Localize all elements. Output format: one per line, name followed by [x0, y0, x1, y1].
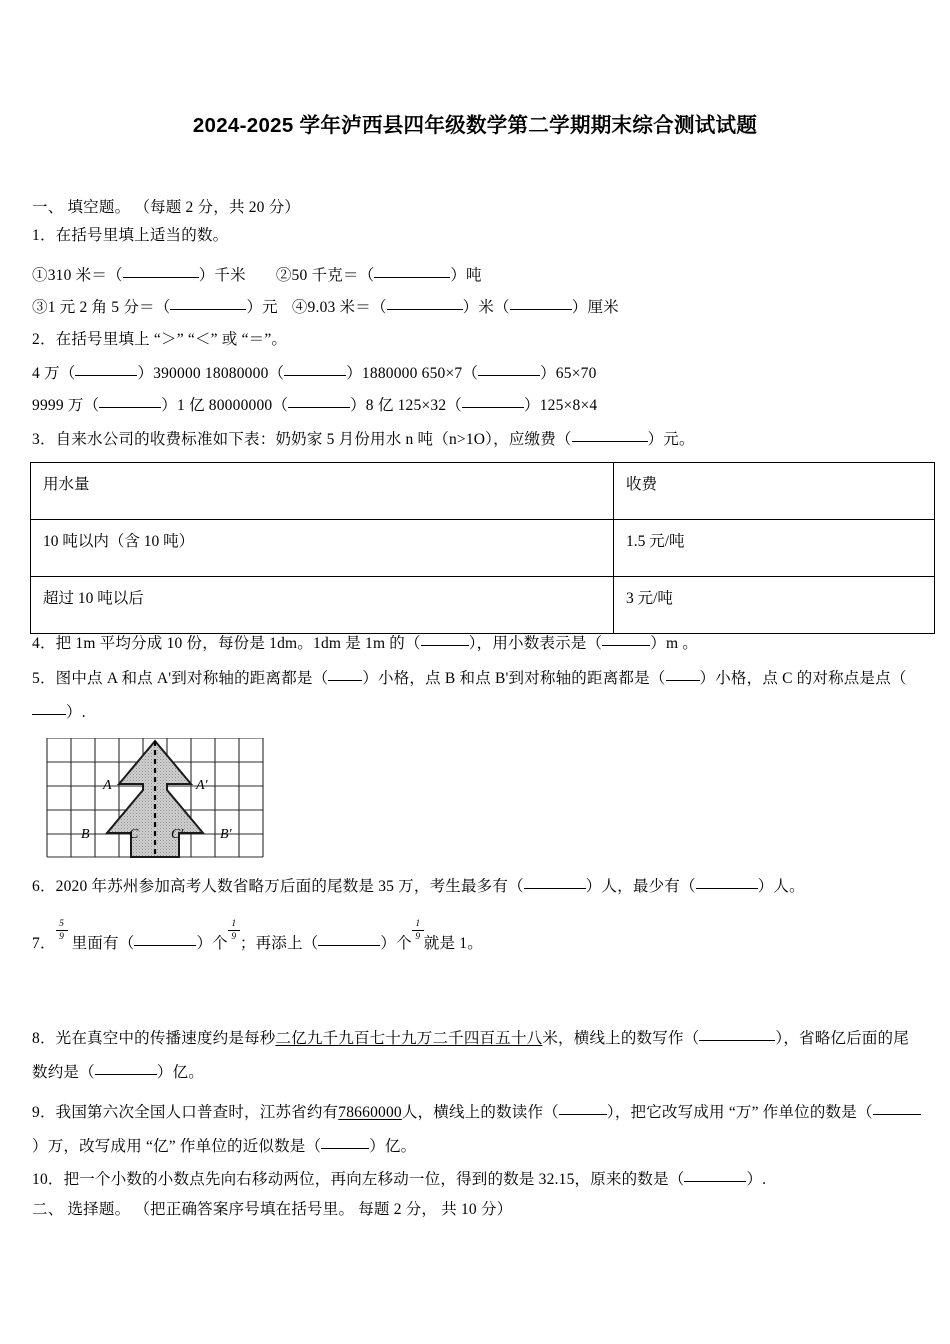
- label-A-prime: A': [196, 778, 208, 793]
- blank-field[interactable]: [387, 296, 463, 310]
- question-2-line-2: [32, 394, 597, 416]
- q2-r2-p3: ）8 亿 125×32（: [350, 397, 462, 414]
- q1-item-2-text: ②50 千克＝（: [275, 267, 375, 284]
- q10-p1: 10．把一个小数的小数点先向右移动两位，再向左移动一位，得到的数是 32.15，原来的数是（: [32, 1171, 685, 1188]
- q7-p2: ）个: [196, 935, 228, 952]
- q9-p3: ），把它改写成用 “万” 作单位的数是（: [606, 1104, 873, 1121]
- q9-p2: 人，横线上的数读作（: [401, 1104, 559, 1121]
- q2-r1-p2: ）390000 18080000（: [137, 365, 285, 382]
- q1-item-1-unit: ）千米: [198, 267, 246, 284]
- blank-field[interactable]: [684, 1168, 746, 1182]
- blank-field[interactable]: [524, 875, 586, 889]
- page-title: 2024-2025 学年泸西县四年级数学第二学期期末综合测试试题: [192, 114, 758, 137]
- q5-p1: 5．图中点 A 和点 A'到对称轴的距离都是（: [32, 670, 329, 687]
- blank-field[interactable]: [99, 394, 161, 408]
- q8-p1: 8．光在真空中的传播速度约是每秒: [32, 1030, 276, 1047]
- q7-number: 7．: [32, 935, 56, 952]
- fraction-denominator: 9: [231, 932, 237, 942]
- blank-field[interactable]: [134, 932, 196, 946]
- blank-field[interactable]: [699, 1027, 775, 1041]
- blank-field[interactable]: [321, 1135, 369, 1149]
- q1-item-4-mid: ）米（: [462, 299, 510, 316]
- q9-p4: ）万，改写成用 “亿” 作单位的近似数是（: [32, 1138, 322, 1155]
- blank-field[interactable]: [170, 296, 246, 310]
- q4-p1: 4．把 1m 平均分成 10 份，每份是 1dm。1dm 是 1m 的（: [32, 635, 421, 652]
- table-cell-usage: 超过 10 吨以后: [31, 577, 614, 634]
- q8-p3: ），省略亿后面的尾数约是（: [32, 1030, 909, 1081]
- section-two-heading: 二、 选择题。 （把正确答案序号填在括号里。 每题 2 分， 共 10 分）: [32, 1201, 513, 1218]
- q6-p1: 6．2020 年苏州参加高考人数省略万后面的尾数是 35 万，考生最多有（: [32, 878, 524, 895]
- q2-r1-p1: 4 万（: [32, 365, 76, 382]
- table-cell-fee: 3 元/吨: [614, 577, 935, 634]
- table-cell-fee: 1.5 元/吨: [614, 520, 935, 577]
- q9-underlined-number: 78660000: [338, 1104, 402, 1121]
- fraction-numerator: 1: [412, 919, 424, 931]
- blank-field[interactable]: [873, 1101, 921, 1115]
- blank-field[interactable]: [602, 632, 650, 646]
- q8-p4: ）亿。: [156, 1064, 204, 1081]
- q4-p3: ）m 。: [650, 635, 698, 652]
- blank-field[interactable]: [123, 264, 199, 278]
- blank-field[interactable]: [478, 362, 540, 376]
- table-cell-usage: 10 吨以内（含 10 吨）: [31, 520, 614, 577]
- table-row: [31, 577, 935, 634]
- question-3-stem: [32, 428, 695, 450]
- label-B-prime: B': [220, 827, 232, 842]
- blank-field[interactable]: [288, 394, 350, 408]
- q7-p5: 就是 1。: [423, 935, 483, 952]
- q6-p2: ）人，最少有（: [585, 878, 696, 895]
- blank-field[interactable]: [32, 701, 66, 715]
- q2-r2-p2: ）1 亿 80000000（: [161, 397, 289, 414]
- blank-field[interactable]: [572, 428, 648, 442]
- question-1-stem: 1．在括号里填上适当的数。: [32, 227, 229, 244]
- q8-underlined-number: 二亿九千九百七十九万二千四百五十八: [275, 1030, 543, 1047]
- blank-field[interactable]: [374, 264, 450, 278]
- question-8: [32, 1022, 922, 1090]
- q1-item-2-unit: ）吨: [450, 267, 482, 284]
- blank-field[interactable]: [284, 362, 346, 376]
- fraction-denominator: 9: [415, 932, 421, 942]
- q2-r1-p4: ）65×70: [540, 365, 597, 382]
- q8-p2: 米，横线上的数写作（: [542, 1030, 700, 1047]
- section-one-heading: 一、 填空题。 （每题 2 分，共 20 分）: [32, 199, 301, 216]
- question-4: [32, 632, 698, 654]
- q7-p3: ；再添上（: [239, 935, 319, 952]
- q9-p1: 9．我国第六次全国人口普查时，江苏省约有: [32, 1104, 339, 1121]
- blank-field[interactable]: [328, 667, 362, 681]
- q3-stem-tail: ）元。: [647, 431, 695, 448]
- question-9: [32, 1096, 922, 1164]
- blank-field[interactable]: [559, 1101, 607, 1115]
- question-2-stem: 2．在括号里填上 “＞” “＜” 或 “＝”。: [32, 331, 288, 348]
- label-B: B: [81, 827, 90, 842]
- symmetry-figure: [46, 738, 264, 858]
- q1-item-1-text: ①310 米＝（: [32, 267, 123, 284]
- q7-p1: 里面有（: [71, 935, 135, 952]
- q9-p5: ）亿。: [369, 1138, 417, 1155]
- water-fee-table: [30, 462, 935, 634]
- table-row: [31, 520, 935, 577]
- label-C: C: [129, 827, 139, 842]
- q3-stem-text: 3．自来水公司的收费标准如下表：奶奶家 5 月份用水 n 吨（n>1O），应缴费（: [32, 431, 572, 448]
- fraction-numerator: 1: [228, 919, 240, 931]
- q10-p2: ）.: [746, 1171, 767, 1188]
- question-1-line-1: [32, 264, 482, 286]
- table-header-row: [31, 463, 935, 520]
- blank-field[interactable]: [95, 1061, 157, 1075]
- q1-item-3-text: ③1 元 2 角 5 分＝（: [32, 299, 171, 316]
- q1-item-4-unit: ）厘米: [571, 299, 619, 316]
- blank-field[interactable]: [696, 875, 758, 889]
- q1-item-4-text: ④9.03 米＝（: [291, 299, 387, 316]
- q7-p4: ）个: [380, 935, 412, 952]
- question-5: [32, 662, 922, 730]
- blank-field[interactable]: [318, 932, 380, 946]
- label-A: A: [103, 778, 112, 793]
- question-6: [32, 875, 805, 897]
- fraction-numerator: 5: [56, 919, 68, 931]
- q2-r2-p1: 9999 万（: [32, 397, 100, 414]
- q5-p2: ）小格，点 B 和点 B'到对称轴的距离都是（: [362, 670, 666, 687]
- q5-p3: ）小格，点 C 的对称点是点（: [699, 670, 907, 687]
- question-2-line-1: [32, 362, 597, 384]
- q4-p2: ），用小数表示是（: [468, 635, 603, 652]
- table-header-fee: 收费: [614, 463, 935, 520]
- question-10: [32, 1168, 766, 1190]
- q5-p4: ）.: [66, 704, 86, 721]
- question-7: [32, 919, 483, 954]
- q2-r1-p3: ）1880000 650×7（: [346, 365, 479, 382]
- blank-field[interactable]: [75, 362, 137, 376]
- q6-p3: ）人。: [757, 878, 805, 895]
- blank-field[interactable]: [666, 667, 700, 681]
- blank-field[interactable]: [462, 394, 524, 408]
- blank-field[interactable]: [421, 632, 469, 646]
- label-C-prime: C': [171, 827, 184, 842]
- q2-r2-p4: ）125×8×4: [524, 397, 598, 414]
- blank-field[interactable]: [510, 296, 572, 310]
- symmetry-figure-svg: [46, 738, 264, 858]
- fraction-denominator: 9: [59, 932, 65, 942]
- question-1-line-2: [32, 296, 619, 318]
- q1-item-3-unit: ）元: [246, 299, 278, 316]
- table-header-usage: 用水量: [31, 463, 614, 520]
